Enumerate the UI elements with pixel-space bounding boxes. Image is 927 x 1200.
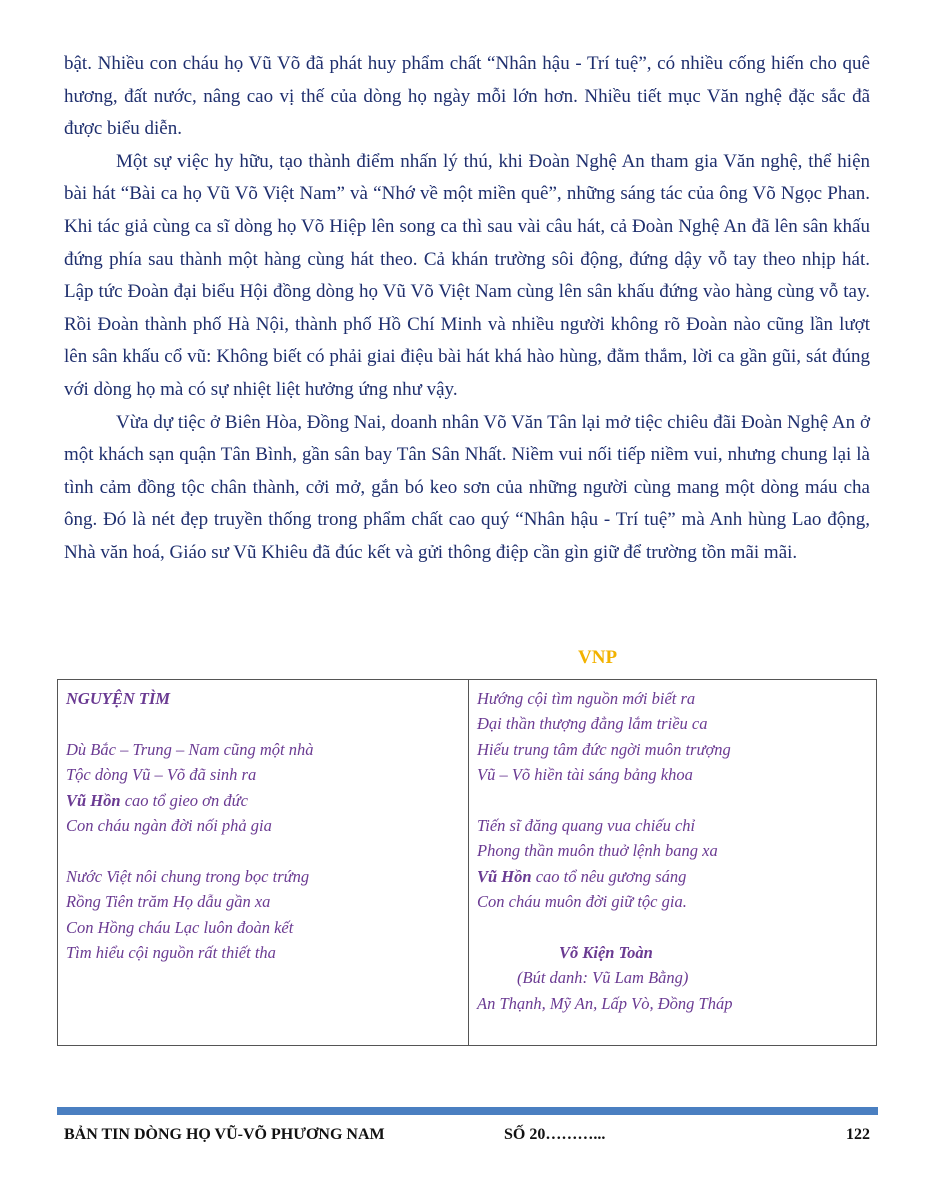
poem-line: Rồng Tiên trăm Họ dẫu gần xa bbox=[66, 892, 271, 912]
footer-publication: BẢN TIN DÒNG HỌ VŨ-VÕ PHƯƠNG NAM bbox=[64, 1126, 385, 1143]
article-paragraph-2: Một sự việc hy hữu, tạo thành điểm nhấn lý thú, khi Đoàn Nghệ An tham gia Văn nghệ, thể hiện bài hát “Bài ca họ Vũ Võ Việt Nam” và “Nhớ về một miền quê”, những sáng tác của ông Võ Ngọc Phan. Khi tác giả cùng ca sĩ dòng họ Võ Hiệp lên song ca thì sau vài câu hát, cả Đoàn Nghệ An đã lên sân khấu đứng phía sau thành một hàng cùng hát theo. Cả khán trường sôi động, đứng dậy vỗ tay theo nhịp hát. Lập tức Đoàn đại biểu Hội đồng dòng họ Vũ Võ Việt Nam cùng lên sân khấu đứng vào hàng cùng vỗ tay. Rồi Đoàn thành phố Hà Nội, thành phố Hồ Chí Minh và nhiều người không rõ Đoàn nào cũng lần lượt lên sân khấu cổ vũ: Không biết có phải giai điệu bài hát khá hào hùng, đằm thắm, lời ca gần gũi, sát đúng với dòng họ mà có sự nhiệt liệt hưởng ứng như vậy. bbox=[64, 150, 870, 400]
footer-page-number: 122 bbox=[846, 1126, 870, 1143]
poem-line: Nước Việt nôi chung trong bọc trứng bbox=[66, 866, 310, 886]
poem-line: Phong thần muôn thuở lệnh bang xa bbox=[477, 841, 718, 861]
poem-line-rest: cao tổ nêu gương sáng bbox=[531, 866, 687, 886]
blank-line bbox=[66, 838, 460, 863]
poem-line bbox=[477, 864, 868, 889]
poem-line: Tộc dòng Vũ – Võ đã sinh ra bbox=[66, 765, 257, 785]
blank-line bbox=[477, 915, 868, 940]
blank-line bbox=[477, 788, 868, 813]
poem-author-pen-name: (Bút danh: Vũ Lam Bằng) bbox=[517, 968, 689, 988]
article-signoff: VNP bbox=[578, 647, 618, 668]
poem-table bbox=[57, 679, 877, 1046]
poem-line: Đại thần thượng đẳng lắm triều ca bbox=[477, 714, 708, 734]
page-footer bbox=[64, 1126, 870, 1144]
blank-line bbox=[66, 711, 460, 736]
poem-emphasis: Vũ Hồn bbox=[477, 866, 532, 886]
poem-author-address: An Thạnh, Mỹ An, Lấp Vò, Đồng Tháp bbox=[477, 993, 733, 1013]
poem-right-column bbox=[469, 680, 876, 1045]
poem-line: Vũ – Võ hiền tài sáng bảng khoa bbox=[477, 765, 693, 785]
poem-line: Tìm hiểu cội nguồn rất thiết tha bbox=[66, 943, 276, 963]
poem-line: Dù Bắc – Trung – Nam cũng một nhà bbox=[66, 739, 314, 759]
poem-line: Hướng cội tìm nguồn mới biết ra bbox=[477, 689, 696, 708]
poem-line bbox=[66, 788, 460, 813]
poem-line: Con cháu muôn đời giữ tộc gia. bbox=[477, 892, 687, 912]
footer-issue: SỐ 20………... bbox=[504, 1126, 606, 1143]
poem-line: Hiếu trung tâm đức ngời muôn trượng bbox=[477, 739, 731, 759]
article-body bbox=[64, 48, 870, 570]
poem-line: Con Hồng cháu Lạc luôn đoàn kết bbox=[66, 917, 294, 937]
article-paragraph-1: bật. Nhiều con cháu họ Vũ Võ đã phát huy phẩm chất “Nhân hậu - Trí tuệ”, có nhiều cống hiến cho quê hương, đất nước, nâng cao vị thế của dòng họ ngày mỗi lớn hơn. Nhiều tiết mục Văn nghệ đặc sắc đã được biểu diễn. bbox=[64, 53, 870, 140]
article-paragraph-3: Vừa dự tiệc ở Biên Hòa, Đồng Nai, doanh nhân Võ Văn Tân lại mở tiệc chiêu đãi Đoàn Nghệ An ở một khách sạn quận Tân Bình, gần sân bay Tân Sân Nhất. Niềm vui nối tiếp niềm vui, nhưng chung lại là tình cảm đồng tộc chân thành, cởi mở, gắn bó keo sơn của những người cùng mang một dòng máu cha ông. Đó là nét đẹp truyền thống trong phẩm chất cao quý “Nhân hậu - Trí tuệ” mà Anh hùng Lao động, Nhà văn hoá, Giáo sư Vũ Khiêu đã đúc kết và gửi thông điệp cần gìn giữ để trường tồn mãi mãi. bbox=[64, 411, 870, 563]
poem-author-name: Võ Kiện Toàn bbox=[559, 943, 653, 963]
poem-emphasis: Vũ Hồn bbox=[66, 790, 121, 810]
poem-left-column bbox=[58, 680, 469, 1045]
poem-line-rest: cao tổ gieo ơn đức bbox=[120, 790, 248, 810]
poem-title: NGUYỆN TÌM bbox=[66, 689, 171, 708]
footer-divider bbox=[57, 1107, 878, 1115]
poem-line: Tiến sĩ đăng quang vua chiếu chỉ bbox=[477, 816, 696, 836]
poem-line: Con cháu ngàn đời nối phả gia bbox=[66, 816, 272, 836]
